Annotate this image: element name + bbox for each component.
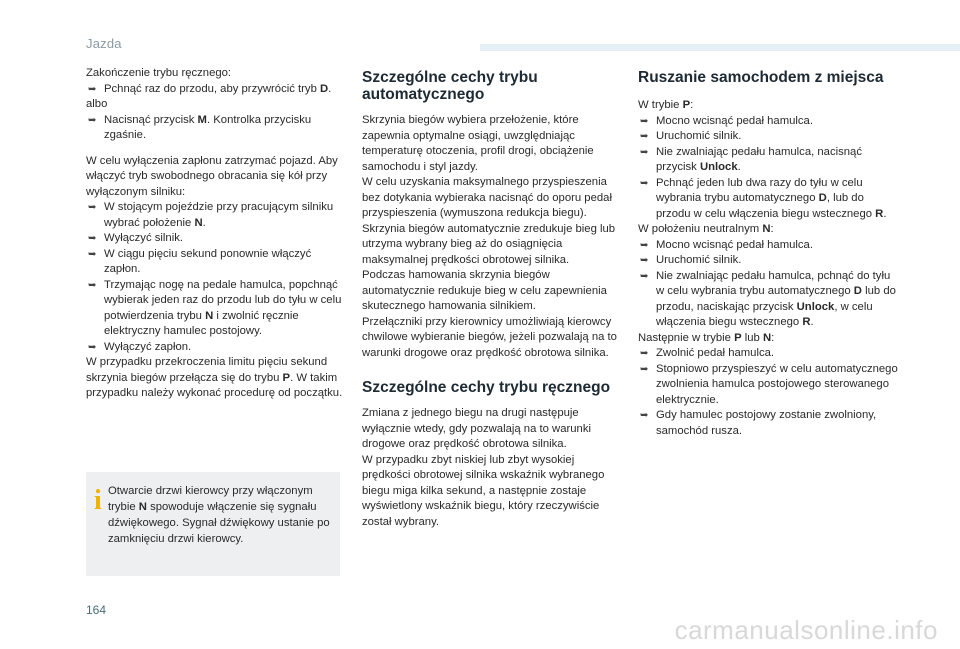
page-number: 164 — [86, 603, 107, 617]
list-item: ➥ Stopniowo przyspieszyć w celu automatycznego zwolnienia hamulca postojowego sterowanego elektrycznie. — [640, 362, 898, 406]
list-item: ➥ Nacisnąć przycisk M. Kontrolka przycisku zgaśnie. — [88, 113, 312, 141]
paragraph: W celu uzyskania maksymalnego przyspieszenia bez dotykania wybieraka nacisnąć do oporu pedał przyspieszenia (wymuszona redukcja biegu). Skrzynia biegów automatycznie zredukuje bieg lub utrzyma wybrany bieg aż do osiągnięcia maksymalnej prędkości obrotowej silnika. — [362, 176, 616, 266]
paragraph: W trybie P: — [638, 99, 694, 111]
paragraph: Podczas hamowania skrzynia biegów automatycznie redukuje bieg w celu zapewnienia skutecznego hamowania silnikiem. — [362, 269, 607, 312]
watermark: carmanualsonline.info — [674, 615, 938, 645]
arrow-icon: ➥ — [88, 202, 97, 213]
paragraph: albo — [86, 98, 108, 110]
paragraph: W celu wyłączenia zapłonu zatrzymać pojazd. Aby włączyć tryb swobodnego obracania się kół przy wyłączonym silniku: — [86, 154, 338, 198]
info-box — [86, 472, 340, 576]
list-item: ➥ Pchnąć raz do przodu, aby przywrócić tryb D. — [86, 82, 348, 98]
paragraph: Następnie w trybie P lub N: — [638, 331, 775, 344]
column-left — [86, 66, 348, 402]
info-icon: i — [94, 485, 102, 516]
paragraph: W przypadku zbyt niskiej lub zbyt wysokiej prędkości obrotowej silnika wskaźnik wybranego biegu miga kilka sekund, a następnie zostaje wyświetlony wskaźnik biegu, który rzeczywiście został wybrany. — [362, 453, 605, 528]
list-item: ➥ Nie zwalniając pedału hamulca, pchnąć do tyłu w celu wybrania trybu automatycznego D lub do przodu, naciskając przycisk Unlock, w celu włączenia biegu wstecznego R. — [640, 269, 896, 328]
list-item: ➥ Pchnąć jeden lub dwa razy do tyłu w celu wybrania trybu automatycznego D, lub do przodu w celu włączenia biegu wstecznego R. — [640, 176, 887, 220]
paragraph: W przypadku przekroczenia limitu pięciu sekund skrzynia biegów przełącza się do trybu P. W takim przypadku należy wykonać procedurę od początku. — [86, 356, 343, 399]
list-item: ➥ Zwolnić pedał hamulca. — [638, 346, 900, 362]
list-item: ➥ Wyłączyć silnik. — [86, 231, 348, 247]
arrow-icon: ➥ — [88, 248, 97, 260]
list-item: ➥ Nie zwalniając pedału hamulca, nacisnąć przycisk Unlock. — [640, 145, 862, 173]
arrow-icon: ➥ — [640, 146, 649, 158]
arrow-icon: ➥ — [640, 177, 649, 189]
arrow-icon: ➥ — [88, 114, 97, 126]
section-heading: Ruszanie samochodem z miejsca — [638, 69, 884, 86]
arrow-icon: ➥ — [640, 363, 649, 375]
arrow-icon: ➥ — [640, 410, 649, 421]
section-heading: Szczególne cechy trybu ręcznego — [362, 379, 611, 396]
column-right — [638, 69, 900, 439]
arrow-icon: ➥ — [640, 239, 649, 251]
paragraph: Przełączniki przy kierownicy umożliwiają kierowcy chwilowe wybieranie biegów, jeżeli pozwalają na to warunki drogowe oraz prędkość obrotowa silnika. — [362, 315, 617, 359]
paragraph: Skrzynia biegów wybiera przełożenie, które zapewnia optymalne osiągi, uwzględniając temperaturę otoczenia, profil drogi, obciążenie samochodu i styl jazdy. — [362, 114, 594, 173]
arrow-icon: ➥ — [88, 279, 97, 291]
info-text: Otwarcie drzwi kierowcy przy włączonym trybie N spowoduje włączenie się sygnału dźwiękowego. Sygnał dźwiękowy ustanie po zamknięciu drzwi kierowcy. — [108, 485, 330, 545]
list-item: ➥ W stojącym pojeździe przy pracującym silniku wybrać położenie N. — [88, 201, 334, 229]
arrow-icon: ➥ — [88, 83, 97, 95]
arrow-icon: ➥ — [88, 341, 97, 353]
list-item: ➥ Gdy hamulec postojowy zostanie zwolniony, samochód rusza. — [640, 409, 877, 437]
arrow-icon: ➥ — [640, 270, 649, 282]
column-middle — [362, 69, 624, 530]
paragraph: Zmiana z jednego biegu na drugi następuje wyłącznie wtedy, gdy pozwalają na to warunki drogowe oraz prędkość obrotowa silnika. — [362, 407, 591, 450]
arrow-icon: ➥ — [640, 255, 649, 266]
paragraph: W położeniu neutralnym N: — [638, 223, 774, 235]
list-item: ➥ Uruchomić silnik. — [638, 129, 900, 145]
arrow-icon: ➥ — [640, 131, 649, 142]
list-item: ➥ W ciągu pięciu sekund ponownie włączyć zapłon. — [88, 247, 312, 275]
arrow-icon: ➥ — [88, 233, 97, 244]
arrow-icon: ➥ — [640, 348, 649, 359]
list-item: ➥ Trzymając nogę na pedale hamulca, popchnąć wybierak jeden raz do przodu lub do tyłu w celu potwierdzenia trybu N i zwolnić ręcznie elektryczny hamulec postojowy. — [88, 278, 342, 337]
list-item: ➥ Uruchomić silnik. — [638, 253, 900, 269]
list-item: ➥ Wyłączyć zapłon. — [86, 340, 348, 356]
paragraph: Zakończenie trybu ręcznego: — [86, 67, 232, 79]
list-item: ➥ Mocno wcisnąć pedał hamulca. — [638, 238, 900, 254]
section-heading: Szczególne cechy trybu automatycznego — [362, 69, 538, 103]
section-title: Jazda — [86, 36, 122, 51]
header-bar — [480, 44, 960, 51]
list-item: ➥ Mocno wcisnąć pedał hamulca. — [638, 114, 900, 130]
arrow-icon: ➥ — [640, 115, 649, 127]
